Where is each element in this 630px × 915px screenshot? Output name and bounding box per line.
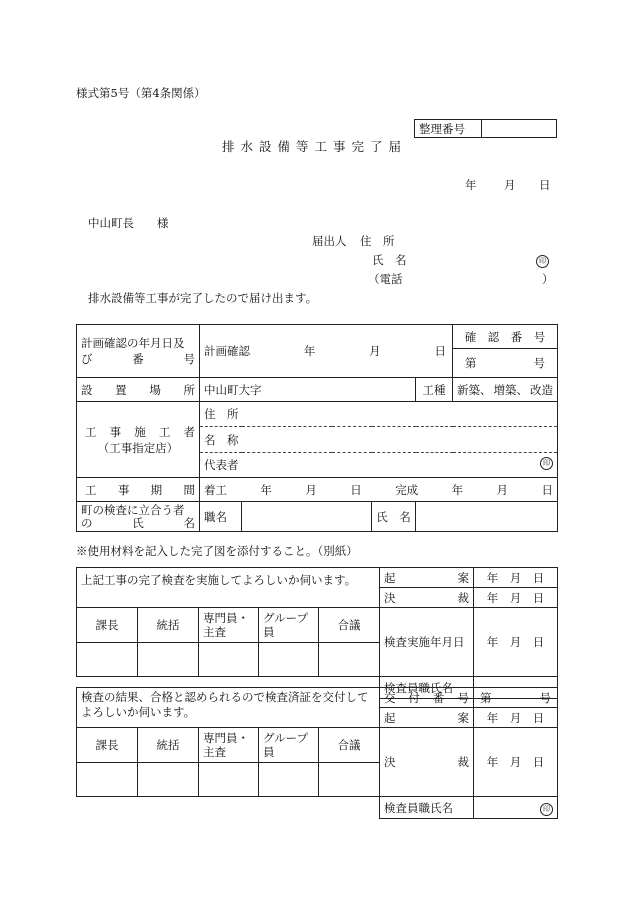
applicant-address-label: 住 所 (360, 234, 395, 248)
addressee: 中山町長 (88, 216, 134, 230)
kensa-person-label-2: 検査員職氏名 (380, 797, 474, 819)
kakunin-bango-value[interactable]: 第 号 (453, 349, 558, 378)
request-1: 上記工事の完了検査を実施してよろしいか伺います。 (77, 568, 380, 608)
seal-icon: 印 (536, 255, 549, 268)
kensa-date-label: 検査実施年月日 (380, 608, 474, 677)
seiri-label: 整理番号 (415, 120, 482, 138)
kessai-date[interactable]: 年 月 日 (474, 588, 558, 608)
approval-table-2 (76, 687, 558, 819)
kian-label: 起 案 (380, 568, 474, 588)
stamp-kacho[interactable] (77, 643, 138, 677)
shokumei-value[interactable] (242, 502, 372, 532)
applicant-label: 届出人 (312, 234, 347, 248)
koshu-label: 工種 (416, 378, 453, 402)
stamp-senmonin[interactable] (199, 643, 259, 677)
period-value[interactable]: 着工 年 月 日 完成 年 月 日 (200, 478, 558, 502)
role-group-2: グループ 員 (259, 728, 319, 763)
contractor-rep[interactable]: 代表者 印 (200, 453, 558, 478)
role-group: グループ 員 (259, 608, 319, 643)
approval-table-1 (76, 567, 558, 699)
kofu-value[interactable]: 第 号 (474, 688, 558, 708)
role-aigi-2: 合議 (319, 728, 380, 763)
place-value[interactable]: 中山町大字 (200, 378, 416, 402)
seal-icon: 印 (540, 803, 553, 816)
stamp-group-2[interactable] (259, 763, 319, 797)
role-kacho: 課長 (77, 608, 138, 643)
kessai-label: 決 裁 (380, 588, 474, 608)
kessai-date-2[interactable]: 年 月 日 (474, 728, 558, 797)
stamp-senmonin-2[interactable] (199, 763, 259, 797)
request-2: 検査の結果、合格と認められるので検査済証を交付して よろしいか伺います。 (77, 688, 380, 728)
shimei-label: 氏 名 (372, 502, 416, 532)
kian-date[interactable]: 年 月 日 (474, 568, 558, 588)
kakunin-bango-label: 確 認 番 号 (453, 325, 558, 349)
kessai-label-2: 決 裁 (380, 728, 474, 797)
role-kacho-2: 課長 (77, 728, 138, 763)
role-senmonin-2: 専門員・ 主査 (199, 728, 259, 763)
kofu-label: 交 付 番 号 (380, 688, 474, 708)
kian-date-2[interactable]: 年 月 日 (474, 708, 558, 728)
koshu-options[interactable]: 新築、 増築、 改造 (453, 378, 558, 402)
seal-icon: 印 (540, 457, 553, 470)
kensa-person-label: 検査員職氏名 (380, 677, 474, 699)
plan-label: 計画確認の年月日及 び 番 号 (77, 325, 200, 378)
applicant-name-label: 氏 名 (372, 253, 407, 267)
witness-label: 町の検査に立合う者 の 氏 名 (77, 502, 200, 532)
role-aigi: 合議 (319, 608, 380, 643)
date-month: 月 (504, 178, 516, 192)
intro-text: 排水設備等工事が完了したので届け出ます。 (88, 291, 318, 305)
role-senmonin: 専門員・ 主査 (199, 608, 259, 643)
contractor-name[interactable]: 名 称 (200, 427, 558, 453)
tel-close: ） (542, 272, 554, 286)
plan-date[interactable]: 計画確認 年 月 日 (200, 325, 453, 378)
page-title: 排水設備等工事完了届 (222, 139, 408, 154)
role-tokatsu-2: 統括 (138, 728, 199, 763)
form-id: 様式第5号（第4条関係） (76, 86, 206, 100)
date-day: 日 (539, 178, 551, 192)
applicant-seal (536, 252, 549, 268)
stamp-tokatsu-2[interactable] (138, 763, 199, 797)
contractor-address[interactable]: 住 所 (200, 402, 558, 427)
addressee-sama: 様 (157, 216, 169, 230)
period-label: 工 事 期 間 (77, 478, 200, 502)
place-label: 設 置 場 所 (77, 378, 200, 402)
stamp-group[interactable] (259, 643, 319, 677)
shokumei-label: 職名 (200, 502, 242, 532)
kian-label-2: 起 案 (380, 708, 474, 728)
seiri-box (414, 119, 557, 138)
application-table (76, 324, 558, 532)
stamp-aigi-2[interactable] (319, 763, 380, 797)
shimei-value[interactable] (416, 502, 558, 532)
note-text: ※使用材料を記入した完了図を添付すること。（別紙） (76, 544, 358, 558)
tel-open: （電話 (368, 272, 403, 286)
stamp-tokatsu[interactable] (138, 643, 199, 677)
kensa-date-value[interactable]: 年 月 日 (474, 608, 558, 677)
date-year: 年 (465, 178, 477, 192)
contractor-label: 工 事 施 工 者 （工事指定店） (77, 402, 200, 478)
stamp-kacho-2[interactable] (77, 763, 138, 797)
kensa-person-value-2[interactable] (474, 797, 558, 819)
seiri-value[interactable] (482, 120, 557, 138)
role-tokatsu: 統括 (138, 608, 199, 643)
stamp-aigi[interactable] (319, 643, 380, 677)
